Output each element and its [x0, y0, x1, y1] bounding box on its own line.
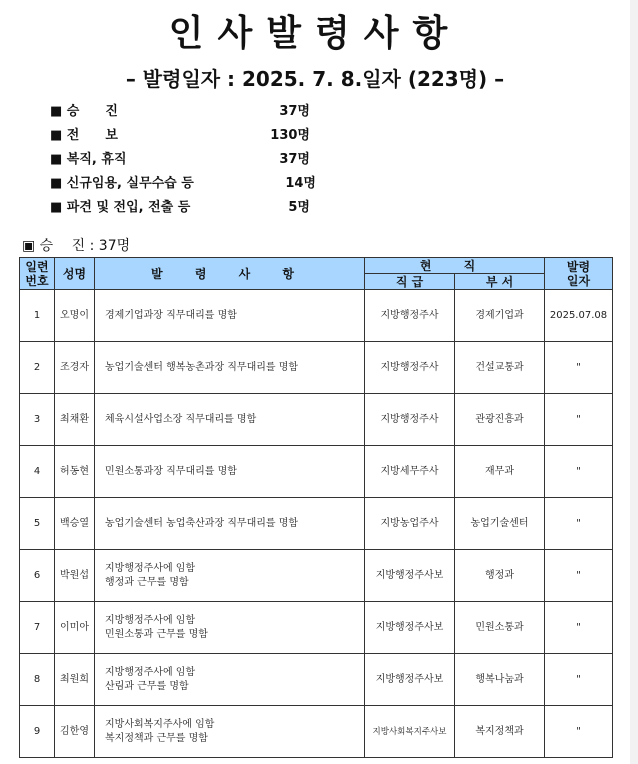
cell-no: 5 [20, 498, 55, 550]
cell-grade: 지방행정주사 [365, 394, 455, 446]
cell-action: 지방사회복지주사에 임함 복지정책과 근무를 명함 [95, 706, 365, 758]
cell-grade: 지방행정주사보 [365, 550, 455, 602]
summary-item [50, 172, 350, 196]
summary-item [50, 124, 350, 148]
summary-count: 130명 [270, 128, 310, 143]
table-row [20, 446, 613, 498]
cell-date: 2025.07.08 [545, 290, 613, 342]
cell-action: 체육시설사업소장 직무대리를 명함 [95, 394, 365, 446]
table-row [20, 394, 613, 446]
cell-name: 조경자 [55, 342, 95, 394]
header-grade: 직 급 [365, 274, 455, 290]
cell-name: 최원희 [55, 654, 95, 706]
summary-label: ■ 파견 및 전입, 전출 등 [50, 200, 191, 215]
cell-no: 1 [20, 290, 55, 342]
summary-item [50, 148, 350, 172]
table-row [20, 602, 613, 654]
cell-name: 최채환 [55, 394, 95, 446]
cell-action: 지방행정주사에 임함 민원소통과 근무를 명함 [95, 602, 365, 654]
cell-grade: 지방행정주사 [365, 290, 455, 342]
summary-count: 37명 [279, 104, 310, 119]
header-date: 발령 일자 [545, 258, 613, 290]
summary-list [50, 100, 350, 220]
table-row [20, 654, 613, 706]
cell-grade: 지방사회복지주사보 [365, 706, 455, 758]
cell-action: 민원소통과장 직무대리를 명함 [95, 446, 365, 498]
cell-date: " [545, 498, 613, 550]
table-row [20, 498, 613, 550]
cell-no: 6 [20, 550, 55, 602]
cell-date: " [545, 550, 613, 602]
section-heading: ▣ 승 진 : 37명 [22, 238, 131, 254]
cell-name: 허동현 [55, 446, 95, 498]
cell-action: 경제기업과장 직무대리를 명함 [95, 290, 365, 342]
table-row [20, 290, 613, 342]
cell-action: 지방행정주사에 임함 행정과 근무를 명함 [95, 550, 365, 602]
header-serial-no: 일련 번호 [20, 258, 55, 290]
cell-dept: 경제기업과 [455, 290, 545, 342]
cell-dept: 행정과 [455, 550, 545, 602]
cell-dept: 복지정책과 [455, 706, 545, 758]
cell-no: 3 [20, 394, 55, 446]
document-title: 인사발령사항 [168, 13, 462, 54]
cell-name: 박원섭 [55, 550, 95, 602]
header-name: 성명 [55, 258, 95, 290]
cell-grade: 지방행정주사보 [365, 654, 455, 706]
cell-name: 오명이 [55, 290, 95, 342]
cell-date: " [545, 602, 613, 654]
cell-dept: 농업기술센터 [455, 498, 545, 550]
cell-date: " [545, 342, 613, 394]
cell-no: 4 [20, 446, 55, 498]
table-row [20, 550, 613, 602]
cell-no: 2 [20, 342, 55, 394]
cell-grade: 지방행정주사 [365, 342, 455, 394]
promotion-table [19, 257, 613, 758]
cell-no: 9 [20, 706, 55, 758]
cell-date: " [545, 706, 613, 758]
cell-dept: 건설교통과 [455, 342, 545, 394]
summary-count: 14명 [285, 176, 316, 191]
summary-label: ■ 전 보 [50, 128, 118, 143]
cell-no: 8 [20, 654, 55, 706]
summary-label: ■ 복직, 휴직 [50, 152, 127, 167]
cell-action: 농업기술센터 행복농촌과장 직무대리를 명함 [95, 342, 365, 394]
cell-dept: 행복나눔과 [455, 654, 545, 706]
cell-name: 김한영 [55, 706, 95, 758]
summary-item [50, 196, 350, 220]
cell-no: 7 [20, 602, 55, 654]
header-dept: 부 서 [455, 274, 545, 290]
page-edge [630, 0, 638, 764]
cell-grade: 지방농업주사 [365, 498, 455, 550]
cell-name: 백승열 [55, 498, 95, 550]
header-current-position: 현 직 [365, 258, 545, 274]
cell-action: 지방행정주사에 임함 산림과 근무를 명함 [95, 654, 365, 706]
cell-date: " [545, 446, 613, 498]
summary-label: ■ 신규임용, 실무수습 등 [50, 176, 194, 191]
cell-grade: 지방세무주사 [365, 446, 455, 498]
table-row [20, 706, 613, 758]
cell-date: " [545, 394, 613, 446]
cell-dept: 재무과 [455, 446, 545, 498]
summary-item [50, 100, 350, 124]
cell-dept: 민원소통과 [455, 602, 545, 654]
header-action: 발 령 사 항 [95, 258, 365, 290]
summary-count: 37명 [279, 152, 310, 167]
summary-label: ■ 승 진 [50, 104, 118, 119]
cell-dept: 관광진흥과 [455, 394, 545, 446]
cell-date: " [545, 654, 613, 706]
cell-action: 농업기술센터 농업축산과장 직무대리를 명함 [95, 498, 365, 550]
summary-count: 5명 [288, 200, 310, 215]
cell-name: 이미아 [55, 602, 95, 654]
document-subtitle: – 발령일자 : 2025. 7. 8.일자 (223명) – [125, 67, 505, 91]
cell-grade: 지방행정주사보 [365, 602, 455, 654]
table-row [20, 342, 613, 394]
